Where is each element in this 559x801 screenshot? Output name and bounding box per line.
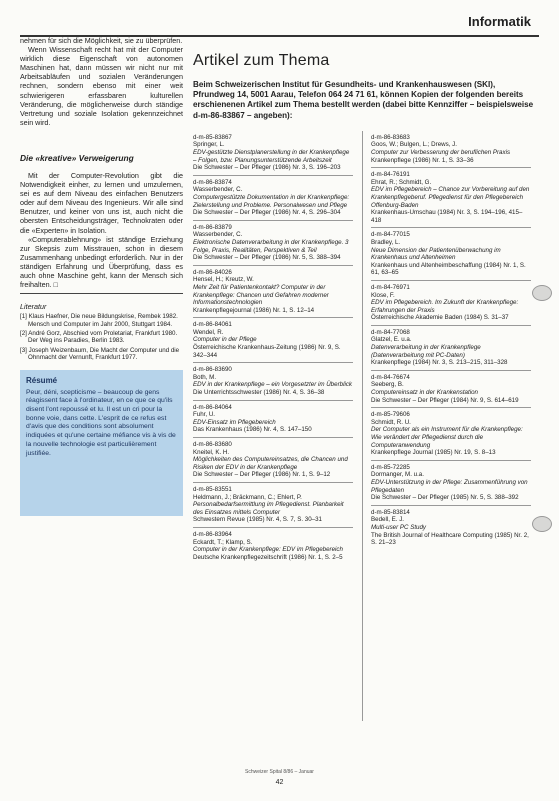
reference-entry xyxy=(193,221,353,266)
reference-auth: Springer, L. xyxy=(193,141,225,149)
reference-id: d-m-85-83867 xyxy=(193,133,232,141)
resume-box xyxy=(20,370,183,516)
reference-entry xyxy=(371,461,531,506)
reference-src: Die Unterrichtsschwester (1986) Nr. 4, S. 36–38 xyxy=(193,389,325,397)
reference-title: Computereinsatz in der Krankenstation xyxy=(371,389,478,397)
literature-item: [2] André Gorz, Abschied vom Proletariat, Frankfurt 1980. Der Weg ins Paradies, Berlin 1983. xyxy=(20,329,178,345)
reference-id: d-m-84-77068 xyxy=(371,328,410,336)
reference-auth: Fuhr, U. xyxy=(193,411,216,419)
reference-auth: Wendel, R. xyxy=(193,328,224,336)
reference-auth: Both, M. xyxy=(193,373,217,381)
reference-src: Die Schwester – Der Pfleger (1985) Nr. 5, S. 388–392 xyxy=(371,494,519,502)
article-intro: Beim Schweizerischen Institut für Gesundheits- und Krankenhauswesen (SKI), Pfrundweg 14, 5001 Aarau, Telefon 064 24 71 61, können Kopien der folgenden bereits erschienenen Artikel zum Thema bestellt werden (dabei bitte Kennziffer – beispielsweise d-m-86-83867 – angeben): xyxy=(193,80,534,120)
divider xyxy=(20,293,183,294)
page-number: 42 xyxy=(275,779,284,786)
reference-entry xyxy=(371,371,531,408)
reference-auth: Bedell, E. J. xyxy=(371,516,405,524)
reference-title: Computer in der Krankenpflege: EDV im Pflegebereich xyxy=(193,546,343,554)
reference-src: Schwestern Revue (1985) Nr. 4, S. 7, S. 30–31 xyxy=(193,516,322,524)
reference-src: Krankenpflege Journal (1985) Nr. 19, S. 8–13 xyxy=(371,449,496,457)
reference-auth: Seeberg, B. xyxy=(371,381,404,389)
section-heading: Die «kreative» Verweigerung xyxy=(20,152,134,163)
resume-text: Peur, déni, scepticisme – beaucoup de gens réagissent face à l'ordinateur, en ce que ce qu'ils disent l'ont repoussé et lu. Il est un cri pour la bonne voie, dans cette. L'esprit de ce refus est d'avis que des conditions sont absolument indiquées et qu'une certaine méfiance vis à vis de la nouvelle technologie est particulièrement justifiée. xyxy=(26,388,176,457)
reference-auth: Klose, F. xyxy=(371,291,395,299)
resume-title: Résumé xyxy=(26,375,58,385)
reference-title: Computergestützte Dokumentation in der Krankenpflege: Zielerstellung und Probleme. Personalwesen und Pflege xyxy=(193,193,350,209)
reference-id: d-m-86-83964 xyxy=(193,530,232,538)
reference-id: d-m-84-77015 xyxy=(371,231,410,239)
binder-hole xyxy=(532,516,552,532)
reference-id: d-m-85-79606 xyxy=(371,411,410,419)
reference-title: Der Computer als ein Instrument für die Krankenpflege: Wie verändert der Pflegedienst durch die Computeranwendung xyxy=(371,426,523,449)
reference-src: Die Schwester – Der Pfleger (1986) Nr. 4, S. 296–304 xyxy=(193,209,341,217)
reference-auth: Wasserbender, C. xyxy=(193,186,243,194)
reference-id: d-m-86-84061 xyxy=(193,321,232,329)
reference-id: d-m-85-72285 xyxy=(371,463,410,471)
reference-src: The British Journal of Healthcare Computing (1985) Nr. 2, S. 21–23 xyxy=(371,531,529,547)
reference-id: d-m-84-76674 xyxy=(371,373,410,381)
reference-entry xyxy=(371,326,531,371)
reference-auth: Eckardt, T.; Klamp, S. xyxy=(193,538,253,546)
reference-title: EDV im Pflegebereich – Chance zur Vorbereitung auf den Krankenpflegeberuf. Pflegedienst für den Pflegebereich Offenburg-Baden xyxy=(371,186,530,209)
reference-src: Krankenpflege (1986) Nr. 1, S. 33–36 xyxy=(371,156,474,164)
column-divider xyxy=(362,131,363,721)
reference-auth: Goos, W.; Bulgen, L.; Drews, J. xyxy=(371,141,457,149)
reference-auth: Hensel, H.; Kreutz, W. xyxy=(193,276,254,284)
reference-entry xyxy=(193,483,353,528)
reference-auth: Kneitel, K. H. xyxy=(193,448,230,456)
reference-title: Datenverarbeitung in der Krankenpflege (Datenverarbeitung mit PC-Daten) xyxy=(371,344,481,359)
reference-id: d-m-86-83874 xyxy=(193,178,232,186)
reference-entry xyxy=(371,131,531,168)
reference-title: EDV in der Krankenpflege – ein Vorgesetzter im Überblick xyxy=(193,381,353,389)
reference-id: d-m-85-83814 xyxy=(371,508,410,516)
reference-src: Die Schwester – Der Pfleger (1984) Nr. 9, S. 614–619 xyxy=(371,396,519,404)
reference-auth: Wasserbender, C. xyxy=(193,231,243,239)
reference-src: Das Krankenhaus (1986) Nr. 4, S. 147–150 xyxy=(193,426,312,434)
reference-id: d-m-86-83683 xyxy=(371,133,410,141)
journal-footer: Schweizer Spital 8/86 – Januar xyxy=(245,769,314,775)
reference-src: Die Schwester – Der Pfleger (1986) Nr. 5, S. 388–394 xyxy=(193,254,341,262)
reference-src: Krankenhaus und Altenheimbeschaffung (1984) Nr. 1, S. 61, 63–65 xyxy=(371,261,526,277)
reference-src: Die Schwester – Der Pfleger (1986) Nr. 3, S. 196–203 xyxy=(193,164,341,172)
reference-src: Österreichische Krankenhaus-Zeitung (1986) Nr. 9, S. 342–344 xyxy=(193,344,341,359)
reference-entry xyxy=(371,228,531,281)
binder-hole xyxy=(532,285,552,301)
reference-src: Krankenpflegejournal (1986) Nr. 1, S. 12–14 xyxy=(193,306,315,314)
paragraph: «Computerablehnung» ist ständige Erziehung zur Skepsis zum Misstrauen, schon in diesem Zusammenhang unbedingt erforderlich. Nur in der ständigen Erfahrung und Überprüfung, dass es auch ohne Maschine geht, kann der Mensch sich freihalten. □ xyxy=(20,234,183,290)
reference-auth: Bradley, L. xyxy=(371,238,401,246)
reference-entry xyxy=(193,438,353,483)
right-column xyxy=(193,36,537,771)
reference-title: Multi-user PC Study xyxy=(371,523,427,531)
reference-title: EDV-Unterstützung in der Pflege: Zusammenführung von Pflegedaten xyxy=(371,478,528,494)
reference-auth: Schmidt, R. U. xyxy=(371,418,411,426)
reference-title: EDV-Einsatz im Pflegebereich xyxy=(193,418,276,426)
reference-title: Elektronische Datenverarbeitung in der Krankenpflege. 3 Folge, Praxis, Realitäten, Perspektiven & Teil xyxy=(193,238,349,254)
reference-src: Krankenhaus-Umschau (1984) Nr. 3, S. 194–196, 415–418 xyxy=(371,209,523,224)
paragraph: Wenn Wissenschaft recht hat mit der Computer wirklich diese Eigenschaft von autonomen Maschinen hat, dann müssen wir nicht nur mit Arbeitsabläufen und sozialen Veränderungen rechnen, sondern ebenso mit einer weit schwierigeren erfassbaren kulturellen Veränderung, die möglicherweise durch ständige Vertretung und soziale Isolation gekennzeichnet sein wird. xyxy=(20,45,183,127)
paragraph: Mit der Computer-Revolution gibt die Notwendigkeit einher, zu lernen und umzulernen, sei es auf dem Niveau des einfachen Benutzers oder auf dem Niveau des Ingenieurs. Wir alle sind Benutzer, und keiner von uns ist, auch nicht die obersten Entscheidungsträger, Technokraten oder die «Experten» in Isolation. xyxy=(20,170,183,235)
reference-id: d-m-84-76971 xyxy=(371,283,410,291)
reference-id: d-m-86-83680 xyxy=(193,441,232,448)
reference-id: d-m-86-84026 xyxy=(193,268,232,276)
reference-id: d-m-86-84064 xyxy=(193,403,232,411)
literature-item: [1] Klaus Haefner, Die neue Bildungskrise, Rembek 1982. Mensch und Computer im Jahr 2000, Stuttgart 1984. xyxy=(20,313,178,328)
left-column xyxy=(20,36,183,771)
reference-title: EDV-gestützte Dienstplanerstellung in der Krankenpflege – Folgen, bzw. Planungsunterstützende Arbeitszeit xyxy=(193,149,350,164)
reference-id: d-m-86-83879 xyxy=(193,223,232,231)
reference-entry xyxy=(193,266,353,319)
reference-entry xyxy=(371,168,531,228)
reference-column-a xyxy=(193,131,353,565)
reference-entry xyxy=(193,176,353,221)
reference-title: Neue Dimension der Patientenüberwachung im Krankenhaus und Altenheimen xyxy=(371,246,501,262)
reference-auth: Ehrat, R.; Schmidt, G. xyxy=(371,178,432,186)
reference-id: d-m-85-83551 xyxy=(193,485,232,493)
reference-src: Krankenpflege (1984) Nr. 3, S. 213–215, 311–328 xyxy=(371,359,508,367)
reference-id: d-m-84-76191 xyxy=(371,171,410,179)
reference-auth: Dormanger, M. u.a. xyxy=(371,471,424,479)
reference-id: d-m-86-83690 xyxy=(193,366,232,374)
article-title: Artikel zum Thema xyxy=(193,52,330,69)
page-header xyxy=(0,14,559,36)
reference-entry xyxy=(193,528,353,564)
reference-src: Die Schwester – Der Pfleger (1986) Nr. 1, S. 9–12 xyxy=(193,471,331,479)
reference-auth: Heldmann, J.; Bräckmann, C.; Ehlert, P. xyxy=(193,493,302,501)
reference-entry xyxy=(193,318,353,363)
reference-src: Österreichische Akademie Baden (1984) S. 31–37 xyxy=(371,314,509,322)
literature-heading: Literatur xyxy=(20,302,47,312)
reference-auth: Glatzel, E. u.a. xyxy=(371,336,412,344)
reference-title: EDV im Pflegebereich. Im Zukunft der Krankenpflege: Erfahrungen der Praxis xyxy=(371,299,519,314)
reference-entry xyxy=(193,131,353,176)
reference-entry xyxy=(193,363,353,400)
reference-title: Mehr Zeit für Patientenkontakt? Computer in der Krankenpflege: Chancen und Gefahren moderner Informationstechnologien xyxy=(193,283,329,307)
paragraph: nehmen für sich die Möglichkeit, sie zu überprüfen. xyxy=(20,36,183,45)
reference-entry xyxy=(193,401,353,438)
reference-title: Personalbedarfsermittlung im Pflegedienst. Planbarkeit des Einsatzes mittels Computer xyxy=(193,501,344,516)
reference-title: Computer zur Verbesserung der beruflichen Praxis xyxy=(371,149,511,156)
reference-entry xyxy=(371,506,531,550)
reference-src: Deutsche Krankenpflegezeitschrift (1986) Nr. 1, S. 2–5 xyxy=(193,553,343,561)
reference-title: Möglichkeiten des Computereinsatzes, die Chancen und Risiken der EDV in der Krankenpflege xyxy=(193,456,348,471)
reference-column-b xyxy=(371,131,531,550)
reference-title: Computer in der Pflege xyxy=(193,336,257,344)
reference-list xyxy=(193,131,537,721)
section-title: Informatik xyxy=(468,14,531,29)
literature-item: [3] Joseph Weizenbaum, Die Macht der Computer und die Ohnmacht der Vernunft, Frankfurt 1977. xyxy=(20,346,180,362)
reference-entry xyxy=(371,408,531,461)
reference-entry xyxy=(371,281,531,326)
